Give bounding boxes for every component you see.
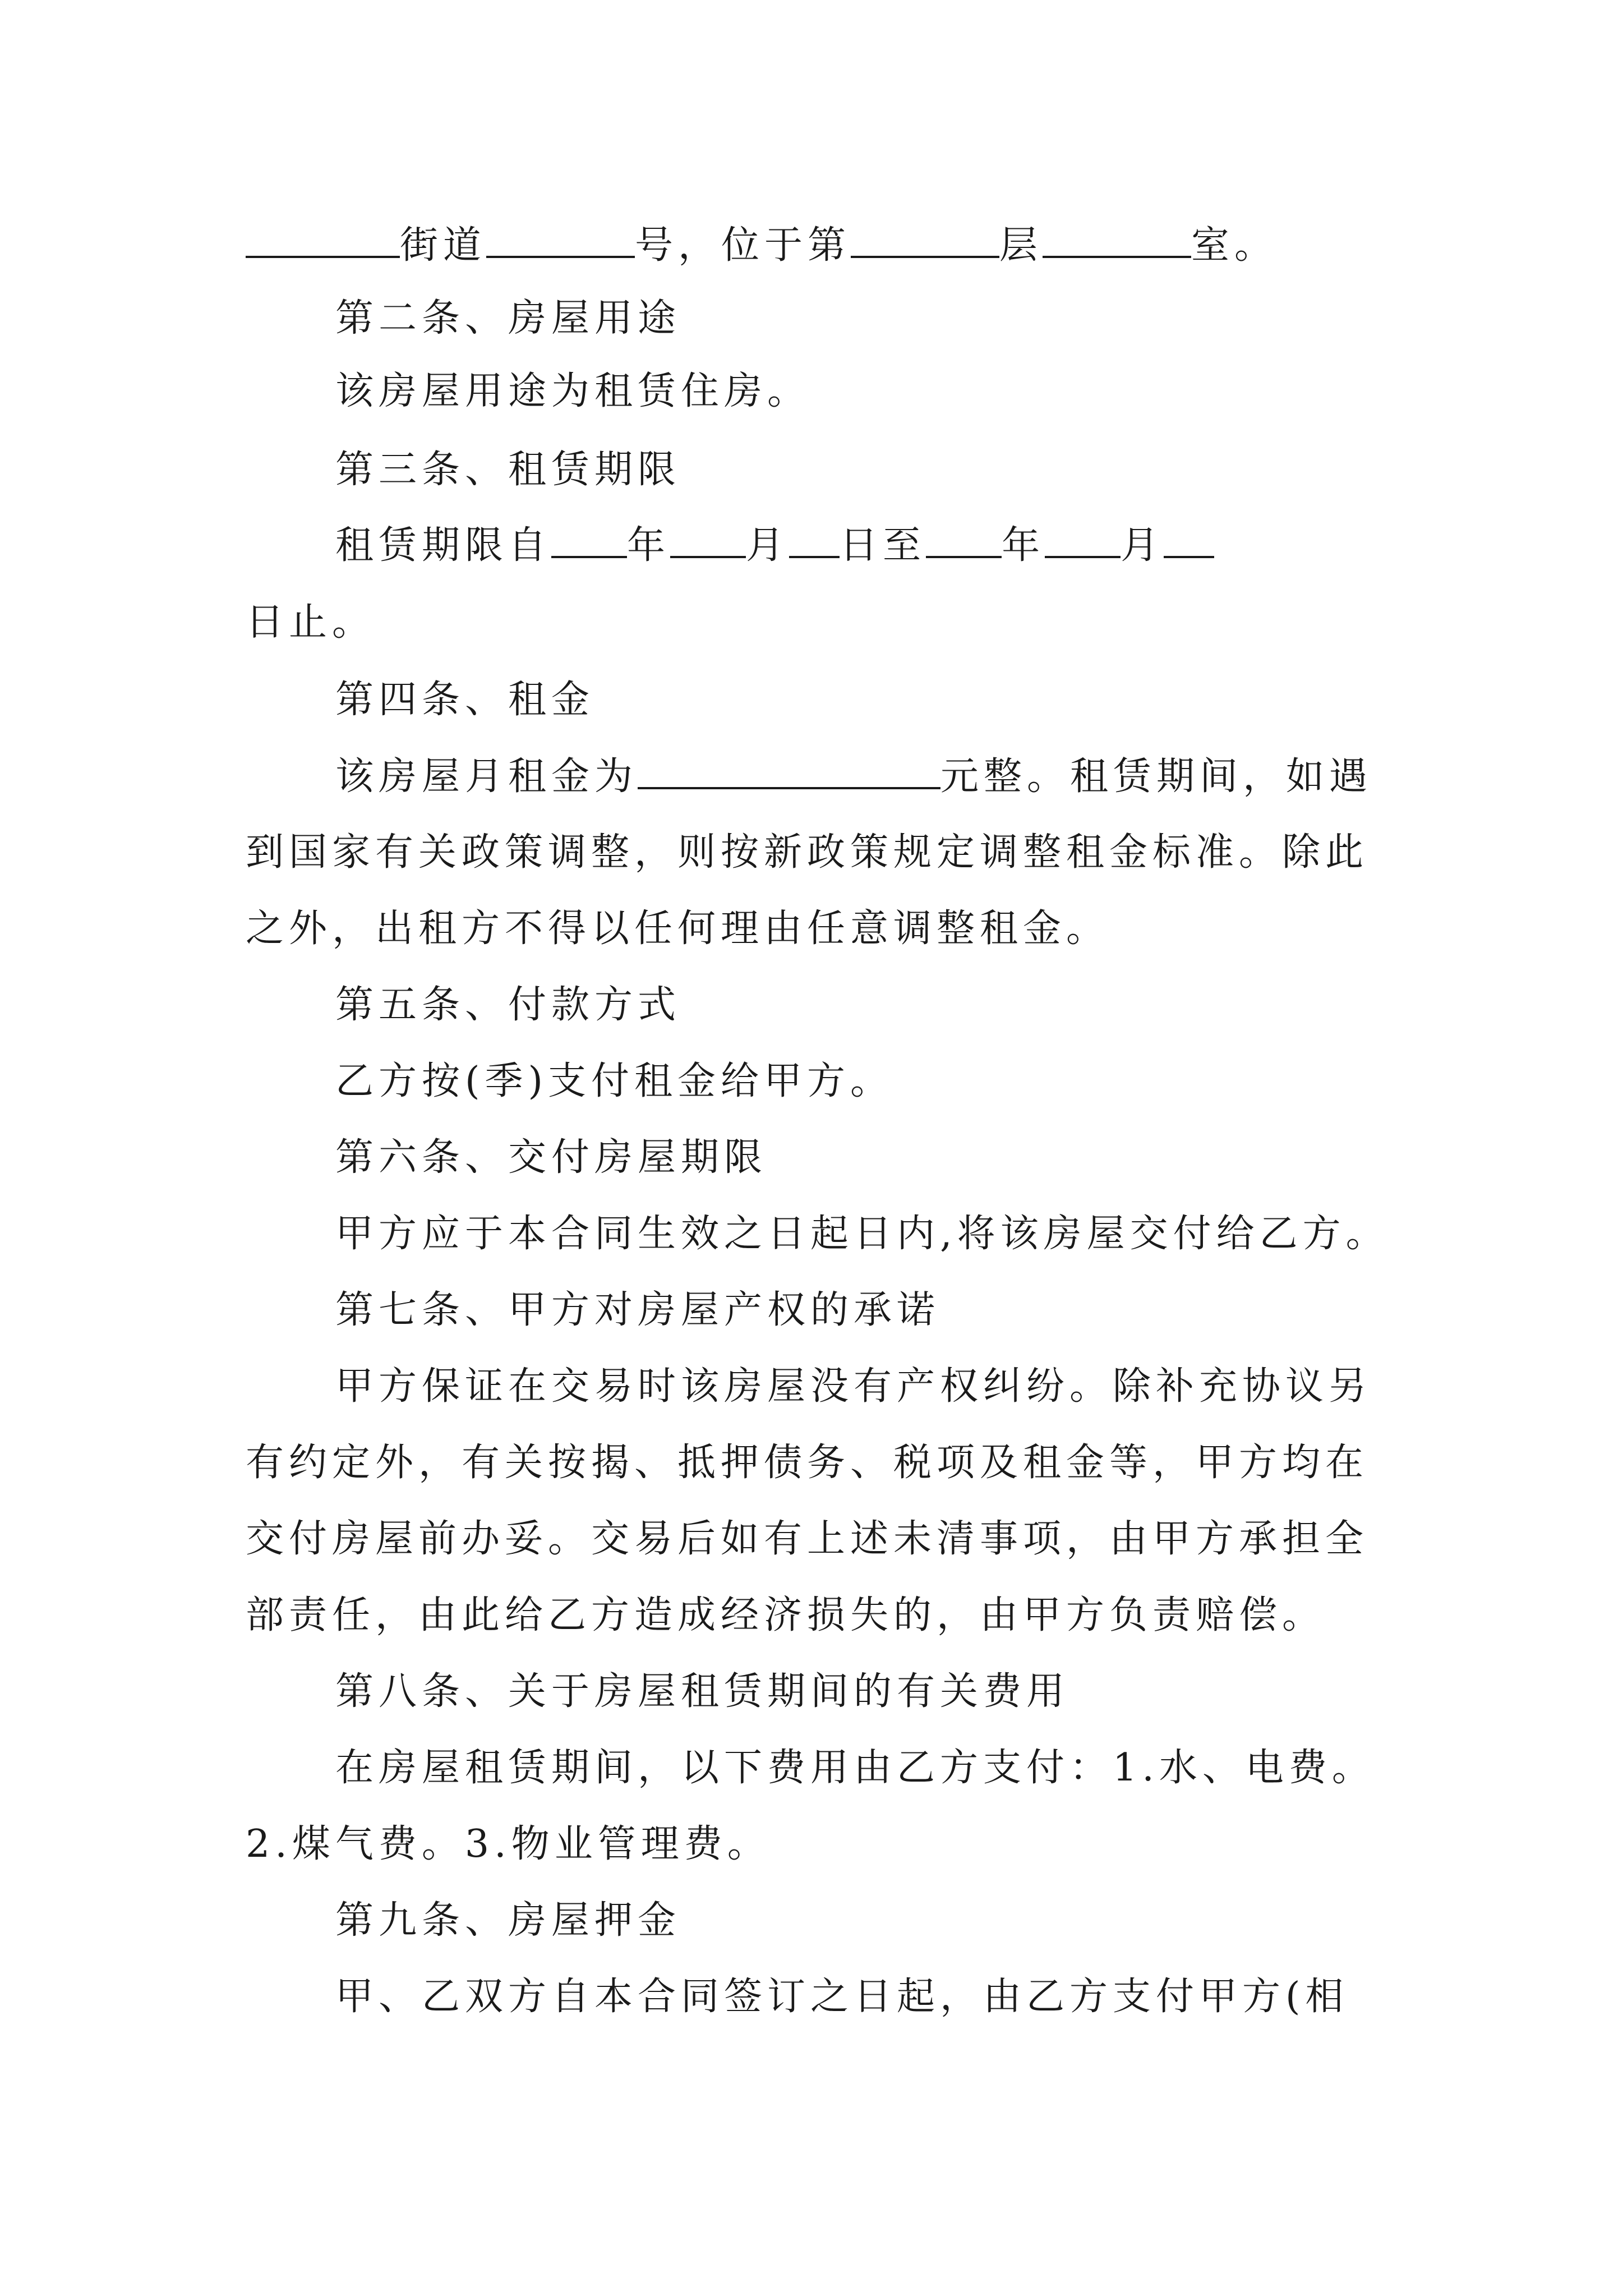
term-text-day-to: 日至 <box>840 523 926 568</box>
article-4-body-line1 <box>335 750 1390 804</box>
address-line <box>246 219 1384 273</box>
article-6-body: 甲方应于本合同生效之日起日内,将该房屋交付给乙方。 <box>335 1212 1389 1256</box>
rent-text-suffix: 元整。租赁期间，如遇 <box>940 754 1373 799</box>
address-text-number: 号，位于第 <box>635 223 851 268</box>
article-7-body-line4: 部责任，由此给乙方造成经济损失的，由甲方负责赔偿。 <box>246 1593 1326 1637</box>
article-8-body-line1: 在房屋租赁期间，以下费用由乙方支付：1.水、电费。 <box>335 1746 1375 1790</box>
article-4-body-line3: 之外，出租方不得以任何理由任意调整租金。 <box>246 907 1110 951</box>
article-3-heading: 第三条、租赁期限 <box>335 448 681 492</box>
article-9-body-line1: 甲、乙双方自本合同签订之日起，由乙方支付甲方(相 <box>335 1975 1349 2019</box>
address-text-floor: 层 <box>999 223 1043 268</box>
term-text-month: 月 <box>746 523 790 568</box>
blank-field[interactable] <box>851 220 999 258</box>
article-7-body-line2: 有约定外，有关按揭、抵押债务、税项及租金等，甲方均在 <box>246 1441 1369 1485</box>
blank-field[interactable] <box>1043 220 1191 258</box>
term-text-year: 年 <box>627 523 671 568</box>
blank-field[interactable] <box>1045 520 1121 558</box>
article-5-heading: 第五条、付款方式 <box>335 983 681 1027</box>
article-7-body-line1: 甲方保证在交易时该房屋没有产权纠纷。除补充协议另 <box>335 1364 1372 1409</box>
article-4-body-line2: 到国家有关政策调整，则按新政策规定调整租金标准。除此 <box>246 830 1369 875</box>
article-9-heading: 第九条、房屋押金 <box>335 1898 681 1943</box>
article-2-heading: 第二条、房屋用途 <box>335 296 681 341</box>
article-4-heading: 第四条、租金 <box>335 678 595 722</box>
article-6-heading: 第六条、交付房屋期限 <box>335 1135 768 1180</box>
term-text-from: 租赁期限自 <box>335 523 552 568</box>
article-7-body-line3: 交付房屋前办妥。交易后如有上述未清事项，由甲方承担全 <box>246 1517 1369 1561</box>
blank-field[interactable] <box>486 220 635 258</box>
article-3-body-line1 <box>335 519 1390 573</box>
blank-field[interactable] <box>926 520 1002 558</box>
blank-field[interactable] <box>789 520 840 558</box>
term-text-year: 年 <box>1002 523 1045 568</box>
article-8-heading: 第八条、关于房屋租赁期间的有关费用 <box>335 1669 1070 1714</box>
blank-field[interactable] <box>670 520 746 558</box>
article-8-body-line2: 2.煤气费。3.物业管理费。 <box>246 1822 771 1866</box>
blank-field[interactable] <box>1164 520 1214 558</box>
blank-field[interactable] <box>551 520 627 558</box>
rent-text-prefix: 该房屋月租金为 <box>335 754 638 799</box>
blank-field[interactable] <box>246 220 400 258</box>
article-2-body: 该房屋用途为租赁住房。 <box>335 369 811 413</box>
term-text-month: 月 <box>1121 523 1164 568</box>
address-text-street: 街道 <box>400 223 487 268</box>
article-5-body: 乙方按(季)支付租金给甲方。 <box>335 1059 894 1103</box>
address-text-room: 室。 <box>1191 223 1278 268</box>
article-3-body-line2: 日止。 <box>246 600 376 645</box>
blank-field[interactable] <box>638 751 940 789</box>
article-7-heading: 第七条、甲方对房屋产权的承诺 <box>335 1288 940 1332</box>
